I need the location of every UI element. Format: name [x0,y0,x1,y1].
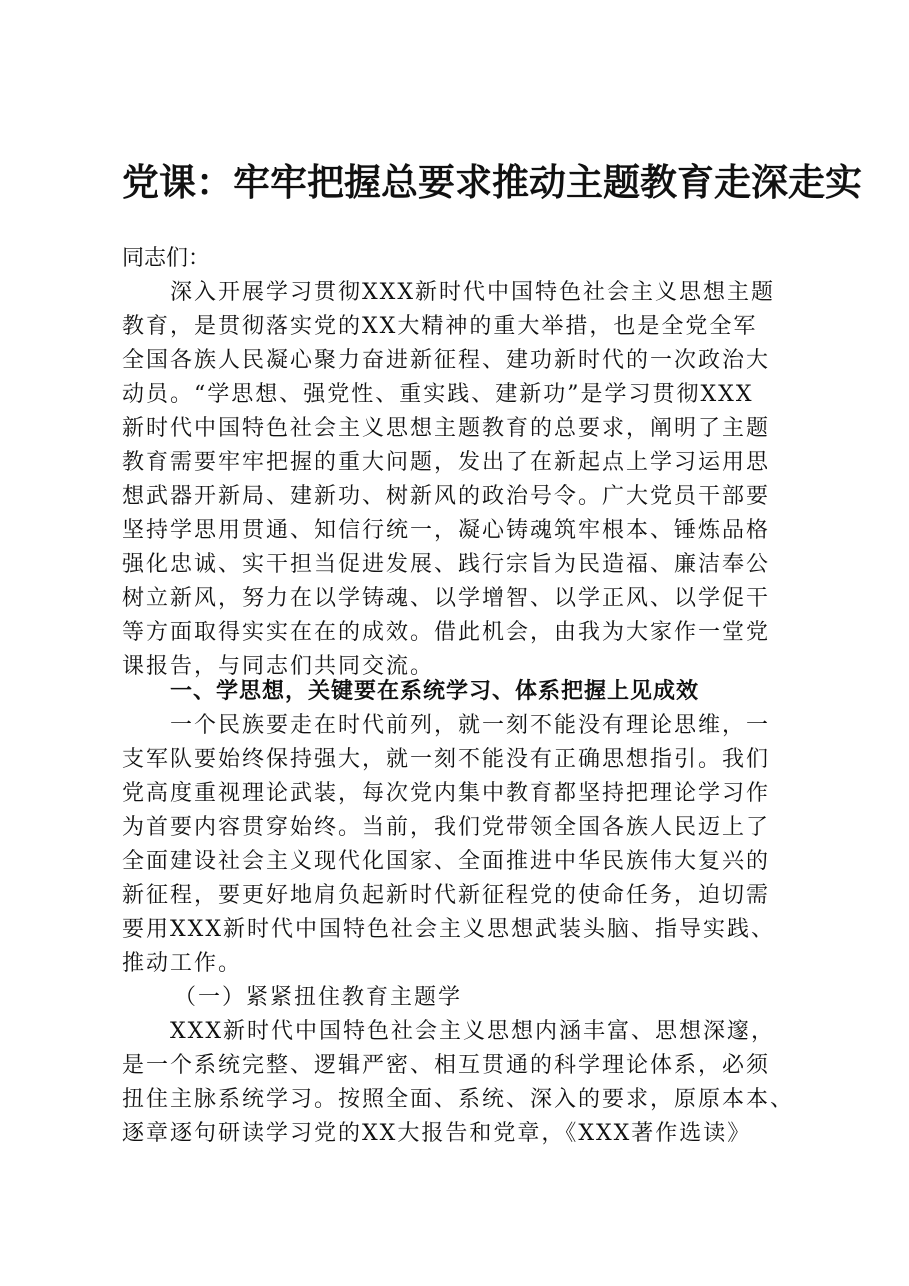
paragraph-line: 扭住主脉系统学习。按照全面、系统、深入的要求，原原本本、 [122,1087,795,1112]
intro-paragraph [122,276,812,684]
paragraph-line: 等方面取得实实在在的成效。借此机会，由我为大家作一堂党 [122,620,771,645]
paragraph-line: 为首要内容贯穿始终。当前，我们党带领全国各族人民迈上了 [122,815,771,840]
paragraph-line: 要用XXX新时代中国特色社会主义思想武装头脑、指导实践、 [122,917,775,942]
paragraph-line: 坚持学思用贯通、知信行统一，凝心铸魂筑牢根本、锤炼品格 [122,518,771,543]
paragraph-line: 教育需要牢牢把握的重大问题，发出了在新起点上学习运用思 [122,450,771,475]
paragraph-line: 动员。“学思想、强党性、重实践、建新功”是学习贯彻XXX [122,382,754,407]
paragraph-line: XXX新时代中国特色社会主义思想内涵丰富、思想深邃， [170,1019,775,1044]
document-title: 党课：牢牢把握总要求推动主题教育走深走实 [122,160,862,204]
paragraph-line: 新征程，要更好地肩负起新时代新征程党的使命任务，迫切需 [122,883,771,908]
paragraph-line: 全国各族人民凝心聚力奋进新征程、建功新时代的一次政治大 [122,348,771,373]
paragraph-line: 全面建设社会主义现代化国家、全面推进中华民族伟大复兴的 [122,849,771,874]
paragraph-line: 课报告，与同志们共同交流。 [122,654,435,679]
subsection-heading: （一）紧紧扭住教育主题学 [174,985,463,1010]
paragraph-line: 支军队要始终保持强大，就一刻不能没有正确思想指引。我们 [122,747,771,772]
paragraph-line: 树立新风，努力在以学铸魂、以学增智、以学正风、以学促干 [122,586,771,611]
paragraph-line: 推动工作。 [122,951,243,976]
paragraph-line: 深入开展学习贯彻XXX新时代中国特色社会主义思想主题 [170,280,775,305]
paragraph-line: 强化忠诚、实干担当促进发展、践行宗旨为民造福、廉洁奉公 [122,552,771,577]
section-1 [122,675,812,1151]
paragraph-line: 教育，是贯彻落实党的XX大精神的重大举措，也是全党全军 [122,314,758,339]
salutation: 同志们： [122,246,211,271]
paragraph-line: 是一个系统完整、逻辑严密、相互贯通的科学理论体系，必须 [122,1053,771,1078]
paragraph-line: 党高度重视理论武装，每次党内集中教育都坚持把理论学习作 [122,781,771,806]
paragraph-line: 逐章逐句研读学习党的XX大报告和党章，《XXX著作选读》 [122,1121,752,1146]
paragraph-line: 一个民族要走在时代前列，就一刻不能没有理论思维，一 [170,713,771,738]
paragraph-line: 新时代中国特色社会主义思想主题教育的总要求，阐明了主题 [122,416,771,441]
section-heading: 一、学思想，关键要在系统学习、体系把握上见成效 [170,679,700,704]
paragraph-line: 想武器开新局、建新功、树新风的政治号令。广大党员干部要 [122,484,771,509]
